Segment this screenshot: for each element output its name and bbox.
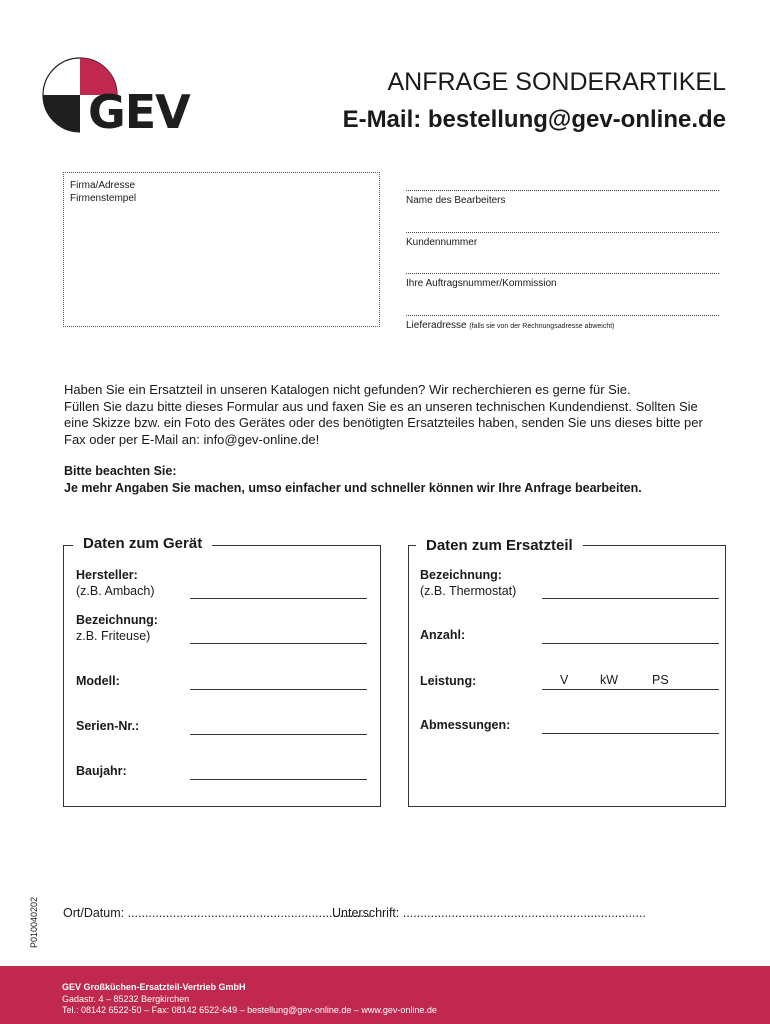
intro-line: Füllen Sie dazu bitte dieses Formular aus und faxen Sie es an unseren technischen Kundendienst. Sollten Sie	[64, 398, 698, 414]
unit-volt: V	[560, 673, 569, 687]
page-title: ANFRAGE SONDERARTIKEL	[387, 68, 726, 96]
lieferadresse-line[interactable]	[406, 315, 719, 316]
ersatzteil-panel-title: Daten zum Ersatzteil	[416, 537, 583, 554]
stamp-label-stamp: Firmenstempel	[70, 193, 137, 204]
auftragsnummer-line[interactable]	[406, 273, 719, 274]
bearbeiter-label: Name des Bearbeiters	[406, 195, 506, 206]
leistung-label: Leistung:	[420, 674, 477, 688]
note-text: Je mehr Angaben Sie machen, umso einfacher und schneller können wir Ihre Anfrage bearbeiten.	[64, 480, 642, 495]
ersatzteil-bezeichnung-input-line[interactable]	[542, 598, 719, 599]
bearbeiter-line[interactable]	[406, 190, 719, 191]
footer-address: Gadastr. 4 – 85232 Bergkirchen	[62, 993, 190, 1004]
geraet-bezeichnung-label-group	[76, 612, 158, 644]
note-heading: Bitte beachten Sie:	[64, 464, 177, 478]
logo-text: GEV	[88, 85, 190, 139]
ort-datum-field[interactable]: Ort/Datum: ......................................................................	[63, 906, 371, 920]
intro-line: Haben Sie ein Ersatzteil in unseren Katalogen nicht gefunden? Wir recherchieren es gerne für Sie.	[64, 382, 631, 397]
kundennummer-label: Kundennummer	[406, 237, 478, 248]
ersatzteil-bezeichnung-example: (z.B. Thermostat)	[420, 584, 517, 598]
email-heading: E-Mail: bestellung@gev-online.de	[342, 106, 726, 133]
stamp-label	[70, 179, 136, 205]
unit-ps: PS	[652, 673, 669, 687]
modell-input-line[interactable]	[190, 689, 367, 690]
abmessungen-input-line[interactable]	[542, 733, 719, 734]
kundennummer-line[interactable]	[406, 232, 719, 233]
stamp-label-address: Firma/Adresse	[70, 180, 136, 191]
anzahl-label: Anzahl:	[420, 628, 466, 642]
lieferadresse-label: Lieferadresse	[406, 320, 467, 331]
lieferadresse-label-group	[406, 320, 615, 331]
auftragsnummer-label: Ihre Auftragsnummer/Kommission	[406, 278, 557, 289]
intro-line: eine Skizze bzw. ein Foto des Gerätes oder des benötigten Ersatzteiles haben, senden Sie uns dieses bitte per	[64, 415, 703, 430]
modell-label: Modell:	[76, 674, 120, 688]
baujahr-input-line[interactable]	[190, 779, 367, 780]
seriennr-input-line[interactable]	[190, 734, 367, 735]
ersatzteil-bezeichnung-label: Bezeichnung:	[420, 568, 502, 582]
geraet-bezeichnung-input-line[interactable]	[190, 643, 367, 644]
lieferadresse-note: (falls sie von der Rechnungsadresse abweicht)	[469, 323, 615, 330]
hersteller-example: (z.B. Ambach)	[76, 584, 155, 598]
intro-line: Fax oder per E-Mail an: info@gev-online.de!	[64, 431, 320, 447]
unit-kilowatt: kW	[600, 673, 619, 687]
note-paragraph	[64, 463, 724, 496]
footer-text	[62, 982, 437, 1017]
document-number: P010040202	[29, 896, 39, 948]
geraet-bezeichnung-label: Bezeichnung:	[76, 613, 158, 627]
geraet-panel-title: Daten zum Gerät	[73, 535, 212, 552]
baujahr-label: Baujahr:	[76, 764, 127, 778]
unterschrift-field[interactable]: Unterschrift: ......................................................................	[332, 906, 646, 920]
hersteller-label-group	[76, 567, 155, 599]
intro-paragraph	[64, 382, 714, 448]
abmessungen-label: Abmessungen:	[420, 718, 511, 732]
hersteller-label: Hersteller:	[76, 568, 138, 582]
ersatzteil-bezeichnung-label-group	[420, 567, 516, 599]
footer-company: GEV Großküchen-Ersatzteil-Vertrieb GmbH	[62, 982, 246, 992]
anzahl-input-line[interactable]	[542, 643, 719, 644]
geraet-bezeichnung-example: z.B. Friteuse)	[76, 629, 151, 643]
hersteller-input-line[interactable]	[190, 598, 367, 599]
footer-contact: Tel.: 08142 6522-50 – Fax: 08142 6522-649 – bestellung@gev-online.de – www.gev-online.de	[62, 1005, 437, 1015]
seriennr-label: Serien-Nr.:	[76, 719, 140, 733]
leistung-input-line[interactable]	[542, 689, 719, 690]
gev-logo	[40, 55, 190, 139]
